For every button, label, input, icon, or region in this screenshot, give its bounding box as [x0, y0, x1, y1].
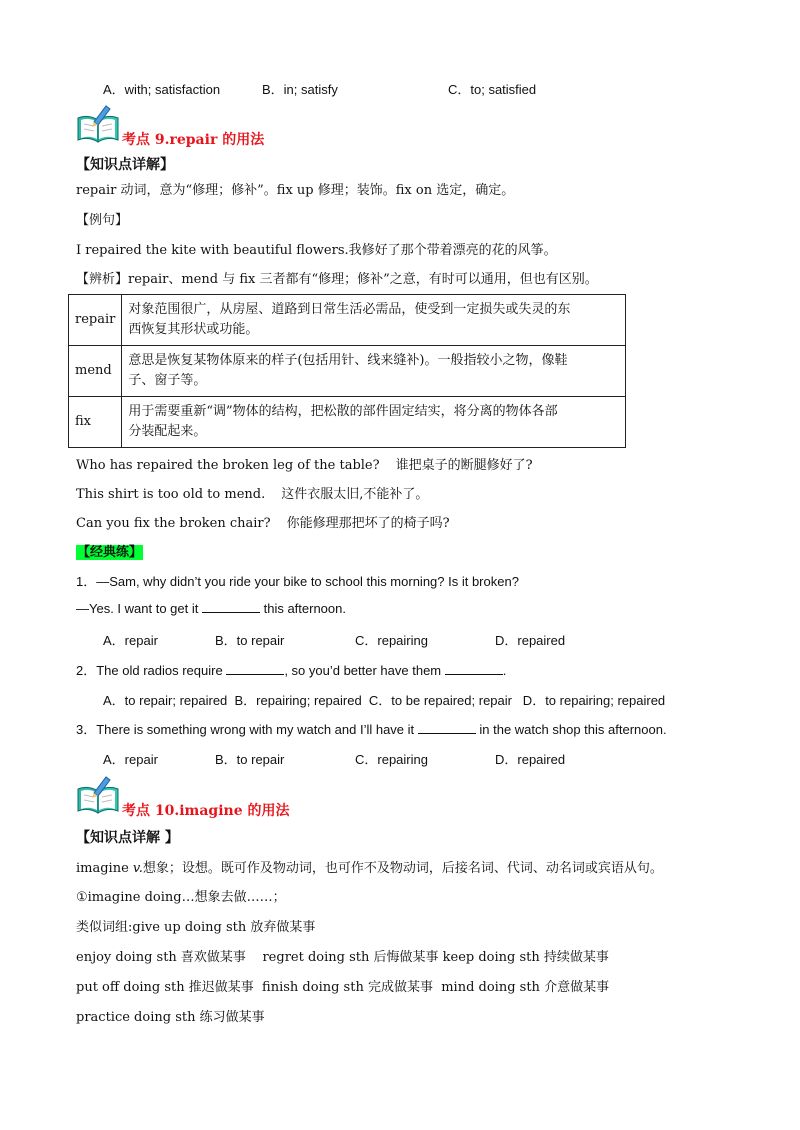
practice-label-text: 【经典练】	[77, 545, 143, 560]
option-b: B．in; satisfy	[262, 82, 338, 97]
table-row	[69, 397, 626, 448]
q1-option: B．to repair	[215, 633, 285, 648]
table-row	[69, 346, 626, 397]
question-1-line2	[76, 600, 346, 616]
q1-option: D．repaired	[495, 633, 566, 648]
q2-text-pre: 2．The old radios require	[76, 663, 227, 678]
definition-rest: 想象；设想。既可作及物动词，也可作不及物动词，后接名词、代词、动名词或宾语从句。	[142, 861, 663, 876]
q1-text-post: this afternoon.	[259, 601, 346, 616]
table-word: fix	[69, 397, 122, 448]
q2-options: A．to repair; repaired B．repairing; repaired C．to be repaired; repair D．to repairing; repaired	[103, 693, 666, 708]
definition-pos: v.	[132, 861, 143, 876]
sentence-zh: 这件衣服太旧,不能补了。	[281, 487, 429, 502]
example-sentence	[76, 512, 450, 531]
q2-text-post: .	[502, 663, 507, 678]
sentence-zh: 你能修理那把坏了的椅子吗?	[286, 516, 450, 531]
table-desc	[122, 295, 626, 346]
section9-distinguish: 【辨析】repair、mend 与 fix 三者都有“修理；修补”之意，有时可以通用，但也有区别。	[76, 272, 598, 287]
q1-option: C．repairing	[355, 633, 428, 648]
table-desc	[122, 346, 626, 397]
option-c: C．to; satisfied	[448, 82, 537, 97]
answer-blank	[445, 662, 503, 675]
question-3	[76, 719, 667, 738]
section9-definition: repair 动词，意为“修理；修补”。fix up 修理；装饰。fix on 选定，确定。	[76, 183, 515, 198]
sentence-en: Who has repaired the broken leg of the table?	[76, 458, 380, 473]
section9-knowledge-label: 【知识点详解】	[76, 157, 174, 173]
section10-heading: 考点 10.imagine 的用法	[122, 803, 290, 819]
q3-option: A．repair	[103, 752, 158, 767]
q3-text-pre: 3．There is something wrong with my watch and I’ll have it	[76, 722, 418, 737]
section10-rule1: ①imagine doing…想象去做……；	[76, 890, 286, 905]
section10-line-practice: practice doing sth 练习做某事	[76, 1010, 265, 1025]
section9-example-label: 【例句】	[76, 213, 129, 228]
table-desc-line: 西恢复其形状或功能。	[128, 322, 259, 337]
section10-knowledge-label: 【知识点详解 】	[76, 830, 179, 846]
section9-heading: 考点 9.repair 的用法	[122, 132, 265, 148]
q2-text-mid: , so you’d better have them	[284, 663, 445, 678]
example-sentence	[76, 454, 533, 473]
answer-blank	[226, 662, 284, 675]
answer-blank	[418, 721, 476, 734]
q1-text-pre: —Yes. I want to get it	[76, 601, 202, 616]
section10-similar: 类似词组:give up doing sth 放弃做某事	[76, 920, 316, 935]
q3-option: B．to repair	[215, 752, 285, 767]
practice-label	[76, 541, 143, 560]
book-pencil-icon	[76, 775, 120, 815]
answer-blank	[202, 600, 260, 613]
table-desc-line: 子、窗子等。	[128, 373, 207, 388]
sentence-zh: 谁把桌子的断腿修好了?	[395, 458, 533, 473]
question-1: 1．—Sam, why didn’t you ride your bike to school this morning? Is it broken?	[76, 574, 519, 589]
table-desc-line: 意思是恢复某物体原来的样子(包括用针、线来缝补)。一般指较小之物，像鞋	[128, 353, 568, 368]
section10-definition	[76, 857, 663, 876]
table-desc-line: 分装配起来。	[128, 424, 207, 439]
example-sentence	[76, 483, 428, 502]
table-word: mend	[69, 346, 122, 397]
q3-option: C．repairing	[355, 752, 428, 767]
section9-example: I repaired the kite with beautiful flowers.我修好了那个带着漂亮的花的风筝。	[76, 243, 557, 258]
question-2	[76, 660, 506, 679]
q3-option: D．repaired	[495, 752, 566, 767]
table-desc	[122, 397, 626, 448]
section10-line-enjoy: enjoy doing sth 喜欢做某事 regret doing sth 后悔做某事 keep doing sth 持续做某事	[76, 950, 609, 965]
sentence-en: Can you fix the broken chair?	[76, 516, 271, 531]
section10-line-putoff: put off doing sth 推迟做某事 finish doing sth 完成做某事 mind doing sth 介意做某事	[76, 980, 610, 995]
table-desc-line: 对象范围很广，从房屋、道路到日常生活必需品，使受到一定损失或失灵的东	[128, 302, 571, 317]
table-desc-line: 用于需要重新“调”物体的结构，把松散的部件固定结实，将分离的物体各部	[128, 404, 558, 419]
comparison-table	[68, 294, 626, 448]
table-row	[69, 295, 626, 346]
q1-option: A．repair	[103, 633, 158, 648]
q3-text-post: in the watch shop this afternoon.	[475, 722, 667, 737]
book-pencil-icon	[76, 104, 120, 144]
sentence-en: This shirt is too old to mend.	[76, 487, 266, 502]
option-a: A．with; satisfaction	[103, 82, 221, 97]
table-word: repair	[69, 295, 122, 346]
definition-word: imagine	[76, 861, 133, 876]
